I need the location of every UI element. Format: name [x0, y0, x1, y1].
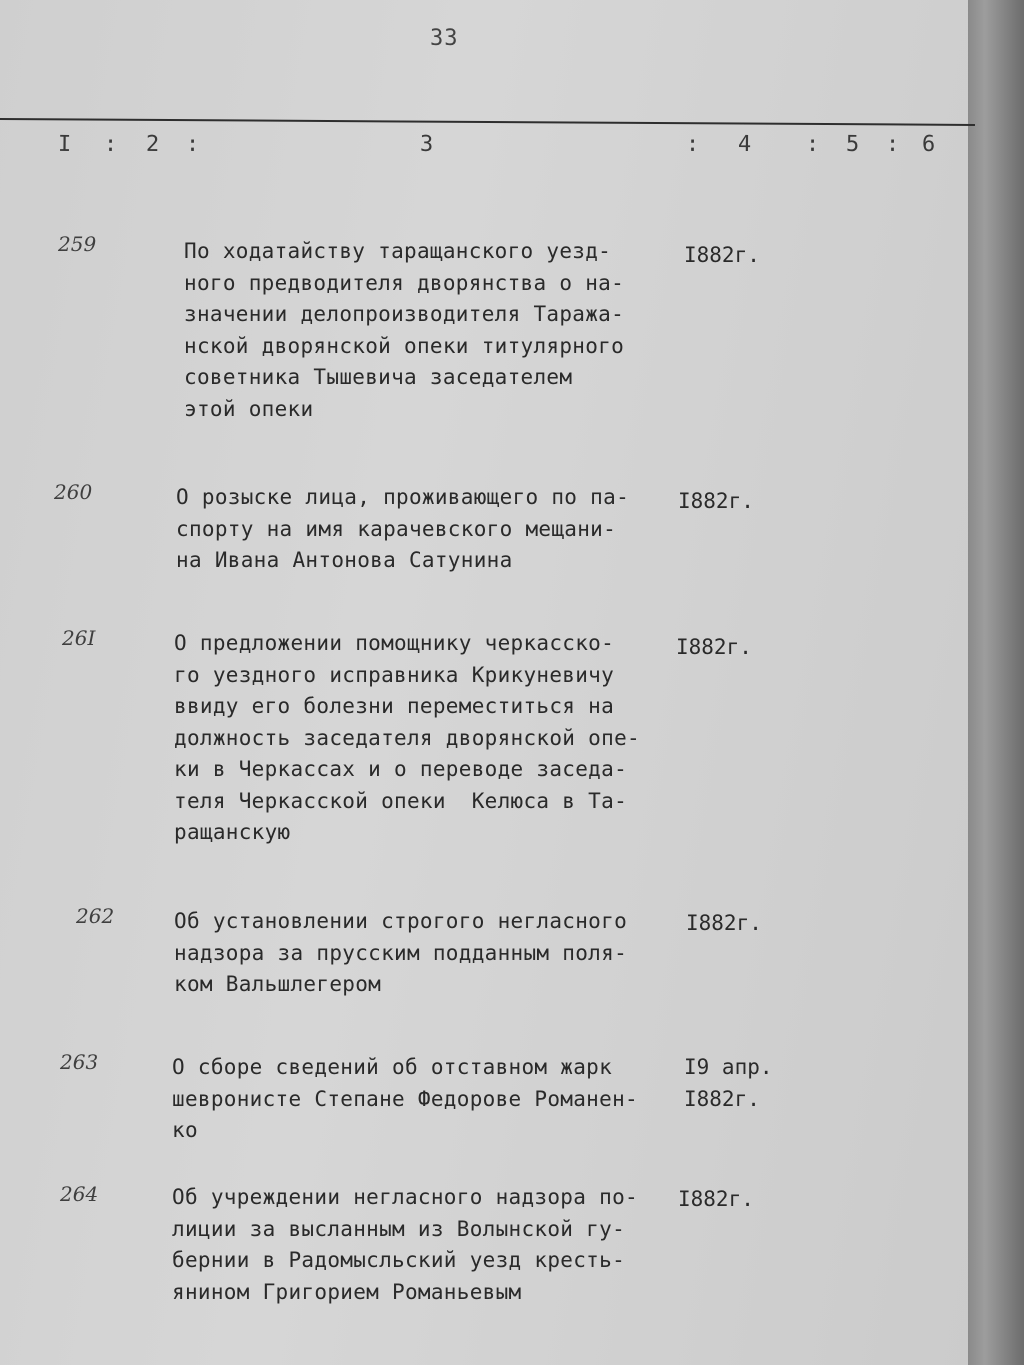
entry-number: 263	[60, 1050, 99, 1074]
entry-number: 259	[58, 232, 97, 256]
entry-description: О сборе сведений об отставном жарк шевронисте Степане Федорове Романен- ко	[172, 1055, 638, 1142]
column-header-1: I	[57, 131, 72, 158]
column-header-6: 6	[921, 131, 936, 158]
page-edge	[968, 0, 1024, 1365]
column-header-5: 5	[845, 131, 860, 158]
column-header-2: 2	[145, 131, 160, 158]
entry-date: I882г.	[686, 911, 762, 935]
entry-number: 262	[76, 904, 115, 928]
entry-date: I9 апр. I882г.	[684, 1055, 773, 1111]
entry-description: О розыске лица, проживающего по па- спорту на имя карачевского мещани- на Ивана Антонова Сатунина	[176, 485, 630, 572]
column-header-sep: :	[885, 131, 900, 158]
column-header-sep: :	[185, 131, 200, 158]
page-number: 33	[430, 26, 459, 51]
column-header-sep: :	[805, 131, 820, 158]
entry-description: По ходатайству таращанского уезд- ного предводителя дворянства о на- значении делопроизводителя Таража- нской дворянской опеки титулярного советника Тышевича заседателем этой опеки	[184, 239, 625, 421]
entry-number: 26I	[62, 626, 96, 650]
entry-date: I882г.	[684, 243, 760, 267]
column-header-sep: :	[103, 131, 118, 158]
entry-description: О предложении помощнику черкасско- го уездного исправника Крикуневичу ввиду его болезни переместиться на должность заседателя дворянской опе- ки в Черкассах и о переводе заседа- теля Черкасской опеки Келюса в Та- ращанскую	[174, 631, 640, 844]
entry-number: 264	[60, 1182, 99, 1206]
entry-description: Об установлении строгого негласного надзора за прусским подданным поля- ком Вальшлегером	[174, 909, 628, 996]
entry-number: 260	[54, 480, 93, 504]
entry-date: I882г.	[678, 489, 754, 513]
entry-date: I882г.	[676, 635, 752, 659]
entry-description: Об учреждении негласного надзора по- лиции за высланным из Волынской гу- бернии в Радомысльский уезд кресть- янином Григорием Романьевым	[172, 1185, 638, 1304]
column-header-3: 3	[419, 131, 434, 158]
column-header-sep: :	[685, 131, 700, 158]
entry-date: I882г.	[678, 1187, 754, 1211]
column-header-4: 4	[737, 131, 752, 158]
